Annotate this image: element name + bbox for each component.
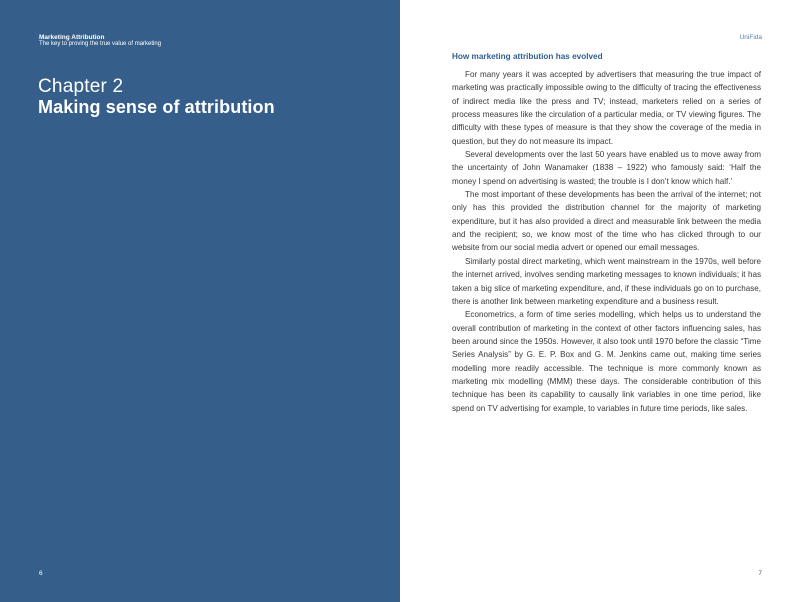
chapter-number: Chapter 2 [38, 76, 124, 97]
running-head [39, 34, 161, 48]
body-paragraph-2: Several developments over the last 50 years have enabled us to move away from the uncertainty of John Wanamaker (1838 – 1922) who famously said: ‘Half the money I spend on advertising is wasted; the trouble is I don’t know which half.’ [452, 150, 761, 186]
body-paragraph-3: The most important of these developments has been the arrival of the internet; not only has this provided the distribution channel for the majority of marketing expenditure, but it has also provided a direct and measurable link between the media and the recipient; so, we know most of the time who has clicked through to our website from our social media advert or opened our email messages. [452, 190, 761, 253]
page-number-right: 7 [758, 570, 762, 577]
page-number-left: 6 [39, 570, 43, 577]
body-paragraph-5: Econometrics, a form of time series modelling, which helps us to understand the overall contribution of marketing in the context of other factors influencing sales, has been around since the 1950s. However, it also took until 1970 before the classic “Time Series Analysis” by G. E. P. Box and G. M. Jenkins came out, making time series modelling more readily accessible. The technique is more commonly known as marketing mix modelling (MMM) these days. The considerable contribution of this technique has been its capability to causally link variables in one time period, like spend on TV advertising for example, to variables in future time periods, like sales. [452, 310, 761, 413]
chapter-title: Making sense of attribution [38, 97, 275, 117]
body-content [452, 50, 761, 415]
body-paragraph-1: For many years it was accepted by advertisers that measuring the true impact of marketing was practically impossible owing to the difficulty of tracing the effectiveness of indirect media like the press and TV; instead, marketers relied on a series of process measures like the circulation of a particular media, or TV viewing figures. The difficulty with these types of measure is that they show the coverage of the media in question, but they do not measure its impact. [452, 70, 761, 146]
section-heading: How marketing attribution has evolved [452, 52, 603, 61]
brand-name: UniFida [739, 34, 762, 41]
right-page [400, 0, 800, 602]
running-head-title: Marketing Attribution [39, 34, 105, 41]
running-head-subtitle: The key to proving the true value of marketing [39, 41, 162, 48]
body-paragraph-4: Similarly postal direct marketing, which went mainstream in the 1970s, well before the internet arrived, involves sending marketing messages to known individuals; it has taken a big slice of marketing expenditure, and, if these individuals go on to purchase, there is another link between marketing expenditure and a business result. [452, 256, 761, 306]
